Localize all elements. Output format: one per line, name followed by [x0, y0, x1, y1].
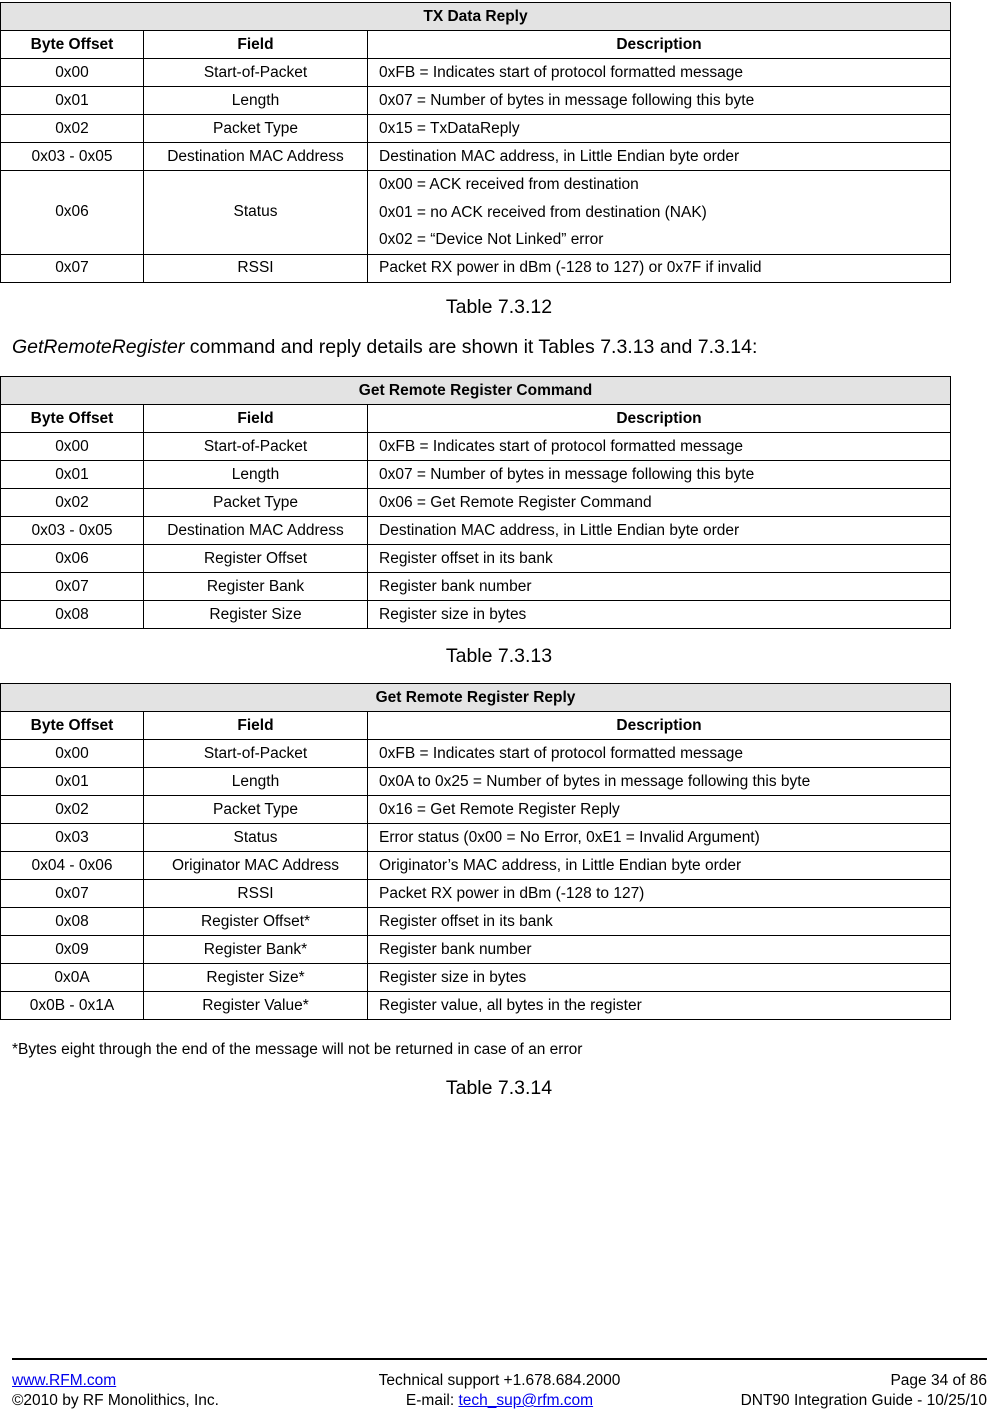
byte-offset-cell: 0x0B - 0x1A: [1, 992, 144, 1020]
column-header-byte-offset: Byte Offset: [1, 405, 144, 433]
table-row: [1, 601, 951, 629]
field-cell: Originator MAC Address: [144, 852, 368, 880]
table-row: [1, 796, 951, 824]
description-cell: 0xFB = Indicates start of protocol formatted message: [368, 433, 951, 461]
table-row: [1, 517, 951, 545]
byte-offset-cell: 0x06: [1, 171, 144, 255]
byte-offset-cell: 0x03 - 0x05: [1, 517, 144, 545]
description-cell: Register bank number: [368, 573, 951, 601]
table-row: [1, 768, 951, 796]
table-row: [1, 171, 951, 255]
byte-offset-cell: 0x01: [1, 87, 144, 115]
description-cell: 0x15 = TxDataReply: [368, 115, 951, 143]
byte-offset-cell: 0x02: [1, 489, 144, 517]
description-cell: 0x06 = Get Remote Register Command: [368, 489, 951, 517]
table-title: TX Data Reply: [1, 3, 951, 31]
field-cell: Packet Type: [144, 115, 368, 143]
description-cell: Register bank number: [368, 936, 951, 964]
byte-offset-cell: 0x00: [1, 740, 144, 768]
byte-offset-cell: 0x03: [1, 824, 144, 852]
table-row: [1, 461, 951, 489]
table-row: [1, 115, 951, 143]
command-name: GetRemoteRegister: [12, 336, 185, 358]
table-caption: Table 7.3.13: [445, 645, 553, 667]
byte-offset-cell: 0x02: [1, 796, 144, 824]
table-title: Get Remote Register Reply: [1, 684, 951, 712]
footer-divider: [12, 1358, 987, 1360]
table-row: [1, 59, 951, 87]
table-caption: Table 7.3.12: [445, 296, 553, 318]
byte-offset-cell: 0x03 - 0x05: [1, 143, 144, 171]
field-cell: Register Offset: [144, 545, 368, 573]
table-title: Get Remote Register Command: [1, 377, 951, 405]
description-cell: Register size in bytes: [368, 601, 951, 629]
byte-offset-cell: 0x07: [1, 573, 144, 601]
field-cell: Packet Type: [144, 489, 368, 517]
description-line: 0x00 = ACK received from destination: [379, 176, 639, 193]
byte-offset-cell: 0x09: [1, 936, 144, 964]
byte-offset-cell: 0x0A: [1, 964, 144, 992]
description-cell: Register value, all bytes in the register: [368, 992, 951, 1020]
description-line: 0x01 = no ACK received from destination (NAK): [379, 203, 707, 221]
website-link[interactable]: www.RFM.com: [12, 1372, 117, 1389]
description-cell: Packet RX power in dBm (-128 to 127) or 0x7F if invalid: [368, 254, 951, 282]
description-cell: 0xFB = Indicates start of protocol formatted message: [368, 59, 951, 87]
description-cell: 0x07 = Number of bytes in message following this byte: [368, 87, 951, 115]
field-cell: Register Size*: [144, 964, 368, 992]
table-row: [1, 143, 951, 171]
field-cell: Destination MAC Address: [144, 517, 368, 545]
column-header-byte-offset: Byte Offset: [1, 712, 144, 740]
document-title: DNT90 Integration Guide - 10/25/10: [740, 1392, 987, 1409]
table-row: [1, 740, 951, 768]
field-cell: Register Value*: [144, 992, 368, 1020]
column-header-description: Description: [368, 405, 951, 433]
table-caption: Table 7.3.14: [445, 1077, 553, 1099]
table-row: [1, 992, 951, 1020]
table-row: [1, 824, 951, 852]
column-header-description: Description: [368, 31, 951, 59]
column-header-field: Field: [144, 712, 368, 740]
byte-offset-cell: 0x07: [1, 254, 144, 282]
column-header-description: Description: [368, 712, 951, 740]
field-cell: Length: [144, 768, 368, 796]
description-cell: Register offset in its bank: [368, 908, 951, 936]
description-cell: [368, 171, 951, 255]
byte-offset-cell: 0x06: [1, 545, 144, 573]
description-cell: 0x16 = Get Remote Register Reply: [368, 796, 951, 824]
description-cell: Originator’s MAC address, in Little Endian byte order: [368, 852, 951, 880]
column-header-field: Field: [144, 405, 368, 433]
field-cell: Register Bank: [144, 573, 368, 601]
table-row: [1, 489, 951, 517]
byte-offset-cell: 0x00: [1, 59, 144, 87]
byte-offset-cell: 0x01: [1, 461, 144, 489]
get-remote-register-reply-table: [0, 683, 951, 1020]
intro-paragraph: [12, 336, 757, 359]
get-remote-register-command-table: [0, 376, 951, 629]
byte-offset-cell: 0x00: [1, 433, 144, 461]
table-row: [1, 433, 951, 461]
field-cell: Destination MAC Address: [144, 143, 368, 171]
table-row: [1, 852, 951, 880]
field-cell: Register Size: [144, 601, 368, 629]
description-cell: Register size in bytes: [368, 964, 951, 992]
description-line: 0x02 = “Device Not Linked” error: [379, 231, 604, 248]
byte-offset-cell: 0x02: [1, 115, 144, 143]
byte-offset-cell: 0x07: [1, 880, 144, 908]
support-phone: Technical support +1.678.684.2000: [378, 1372, 621, 1389]
description-cell: 0x0A to 0x25 = Number of bytes in message following this byte: [368, 768, 951, 796]
description-cell: Destination MAC address, in Little Endian byte order: [368, 517, 951, 545]
tx-data-reply-table: [0, 2, 951, 283]
description-cell: 0x07 = Number of bytes in message following this byte: [368, 461, 951, 489]
field-cell: Register Offset*: [144, 908, 368, 936]
field-cell: RSSI: [144, 880, 368, 908]
table-row: [1, 964, 951, 992]
page-number: Page 34 of 86: [890, 1372, 987, 1389]
description-cell: Packet RX power in dBm (-128 to 127): [368, 880, 951, 908]
footnote: *Bytes eight through the end of the message will not be returned in case of an error: [12, 1041, 583, 1058]
copyright: ©2010 by RF Monolithics, Inc.: [12, 1392, 219, 1409]
table-row: [1, 936, 951, 964]
byte-offset-cell: 0x08: [1, 908, 144, 936]
page-footer: [12, 1372, 987, 1412]
field-cell: Status: [144, 171, 368, 255]
table-row: [1, 254, 951, 282]
byte-offset-cell: 0x04 - 0x06: [1, 852, 144, 880]
byte-offset-cell: 0x01: [1, 768, 144, 796]
field-cell: RSSI: [144, 254, 368, 282]
field-cell: Start-of-Packet: [144, 740, 368, 768]
table-row: [1, 573, 951, 601]
description-cell: 0xFB = Indicates start of protocol formatted message: [368, 740, 951, 768]
description-cell: Register offset in its bank: [368, 545, 951, 573]
field-cell: Length: [144, 87, 368, 115]
table-row: [1, 87, 951, 115]
field-cell: Status: [144, 824, 368, 852]
field-cell: Packet Type: [144, 796, 368, 824]
field-cell: Length: [144, 461, 368, 489]
table-row: [1, 880, 951, 908]
description-cell: Error status (0x00 = No Error, 0xE1 = Invalid Argument): [368, 824, 951, 852]
field-cell: Start-of-Packet: [144, 433, 368, 461]
intro-text: command and reply details are shown it Tables 7.3.13 and 7.3.14:: [184, 336, 758, 358]
email-link[interactable]: tech_sup@rfm.com: [458, 1392, 594, 1409]
table-row: [1, 908, 951, 936]
table-row: [1, 545, 951, 573]
field-cell: Start-of-Packet: [144, 59, 368, 87]
column-header-byte-offset: Byte Offset: [1, 31, 144, 59]
column-header-field: Field: [144, 31, 368, 59]
description-cell: Destination MAC address, in Little Endian byte order: [368, 143, 951, 171]
byte-offset-cell: 0x08: [1, 601, 144, 629]
email-label: E-mail:: [405, 1392, 459, 1409]
field-cell: Register Bank*: [144, 936, 368, 964]
